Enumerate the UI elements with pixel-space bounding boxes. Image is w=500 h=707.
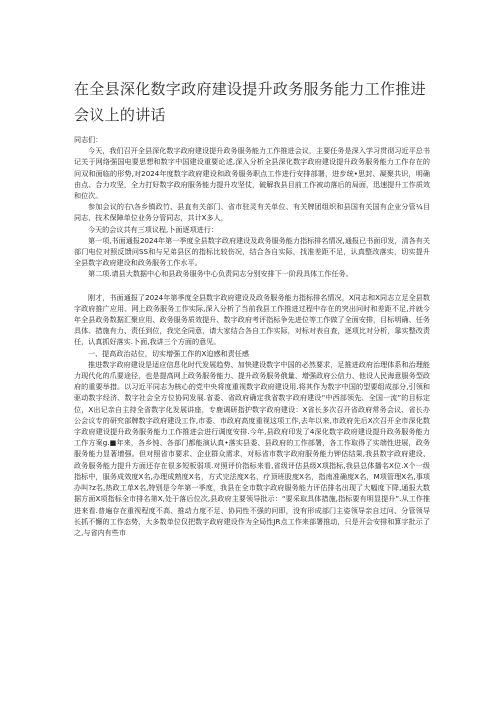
paragraph: 第二项.请县大数据中心和县政务服务中心负责同志分别安排下一阶段具体工作任务。 [88, 269, 353, 279]
document-body [74, 134, 430, 538]
salutation: 同志们： [74, 135, 103, 144]
paragraph: 刚才，书面通报了2024年第季度全县数字政府建设及政务服务能力指标排名情况，X同志和X同志立足全县数字政府推广应用、网上政务服务工作实际,深入分析了当前我县工作推进过程中存在的突出问时和差距不足,并就今年全县政务数据汇聚应用、政务服务质效提升、数字政府考评指标争先进位等工作做了全面安排，目标明确、任务具体、措施有力、责任到位，我完全同意，请大家结合各自工作实际，对标对表自查，逐项比对分析，靠实整改责任，认真抓好落实.卜面,我讲三个方面的意见。 [74, 292, 430, 347]
paragraph-gap [74, 280, 430, 292]
paragraph: 参加会议的右\各乡镇政竹、县直有关部门、省市驻灵有关单位、有关牌团组织和县国有关国有企业分管¼目同志，技术保障单位业务分管同志，共计X多人， [74, 202, 430, 223]
paragraph: 今天，我们召开全县深化数字政府建设提升政务服务能力工作推进会议，主要任务是深入学习贯彻习近平总书记关于网络强国电要思想和数字中国建设重要论述,深入分析全县深化数字政府建设提升政务服务能力工作存在的问双和面临的形势,对2024年度数字政府建设和政务服务职点工作进行安排部署，进步统•思封、凝聚共识，明确由点、合力攻坚，全力打好数字政府服务能力提升攻坚仗，破解我县目前工作被动落后的局面，迅速提升工作质效和位次。 [74, 146, 430, 201]
section-heading: 一、提高政治站位，切实增强工作的X迫感和责任感 [88, 348, 249, 358]
paragraph: 推进数字政府建设是适应信息化时代发展趋势、加快建设数字中国的必然要求，足推进政府治理体系和治理能力现代化的爪要途径，也是提高网上政务服务能力、提升政务服务俄量、增强政府公信力、他设人民海意服务型政府的重要举措。以习近平同志为核心的党中央将度重视数字政府建设用.将其作为数字中国的型要组成部分,引领和驱动数字经济、数字社会全方位协同发展.省委、省政府确定我省数字政府建设“中西部领先、全国一流”的目标定位，X出记亲自主持全省数字化发展讲座，专鹿调研指护数字政府建设：X省长多次召开省政府常务会议、省长办公会议专的研究部牌数字政府建设工作,市委、市政府高度重视这项工作,去年以来,市政府先后X次召开全市深化数字政府建设提升政务服务能力工作推进会进行调度安排.今年,县政府印发了4深化数字政府建设提升政务服务能力工作方案g.■年来，各乡钝、各部门都能演认真•落实县委、县政府的工作部署，各工作取得了实端性进展，政务服务能力显著增强。但对照省市要求、企业群众需求，对标省市数字政府服务能力钾估结果,我县数字政府建设、政务服务能力提升方面还存在很多短板弱项.对照评价指标来看,省级评估县级X项指标,我县总体播名X位.X个一级指标中，服务成效度X名,办理成熟度X名，方式完法度X名，疗顶班股度X名，指南准确度X名，M项管理X名,事项办叫?z名,热政工单X名,特别是今年第一季度，我县在全市数字政府服务能力评估排名出现了大幅度下降,通报大数据方面X项指标全市排名第X,处于落后位次,县政府主要领导批示：“要采取具体措施,指标要有明显提升”.从工作推进来看.普遍存在重视程度不高、推动力度不足、协同性不强的问即，没有形成部门主姿领导亲自过问、分管领导长抓不懈的工作态势，大多数单位仅把数字政府建设作为全局性JR点工作来部署推动，只是开会安排和算字批示了之,与省内有些市 [74, 359, 430, 537]
document-title: 在全县深化数字政府建设提升政务服务能力工作推进会议上的讲话 [74, 80, 426, 124]
paragraph: 第一项,书面通报2024年第一季度全县数字政府建设及政务服务能力指标排名情况,通报已书面印发，清各有关部门电位对照反馈问SS和与兄弟县区的指标比较伤况，结合各自实际，找准差距不足，认真整改落实，切实提升全县数字政府建设和政务服务工作水平。 [74, 235, 430, 268]
paragraph: 今天的会议共有三项议程,卜面逐项进行： [88, 224, 218, 234]
